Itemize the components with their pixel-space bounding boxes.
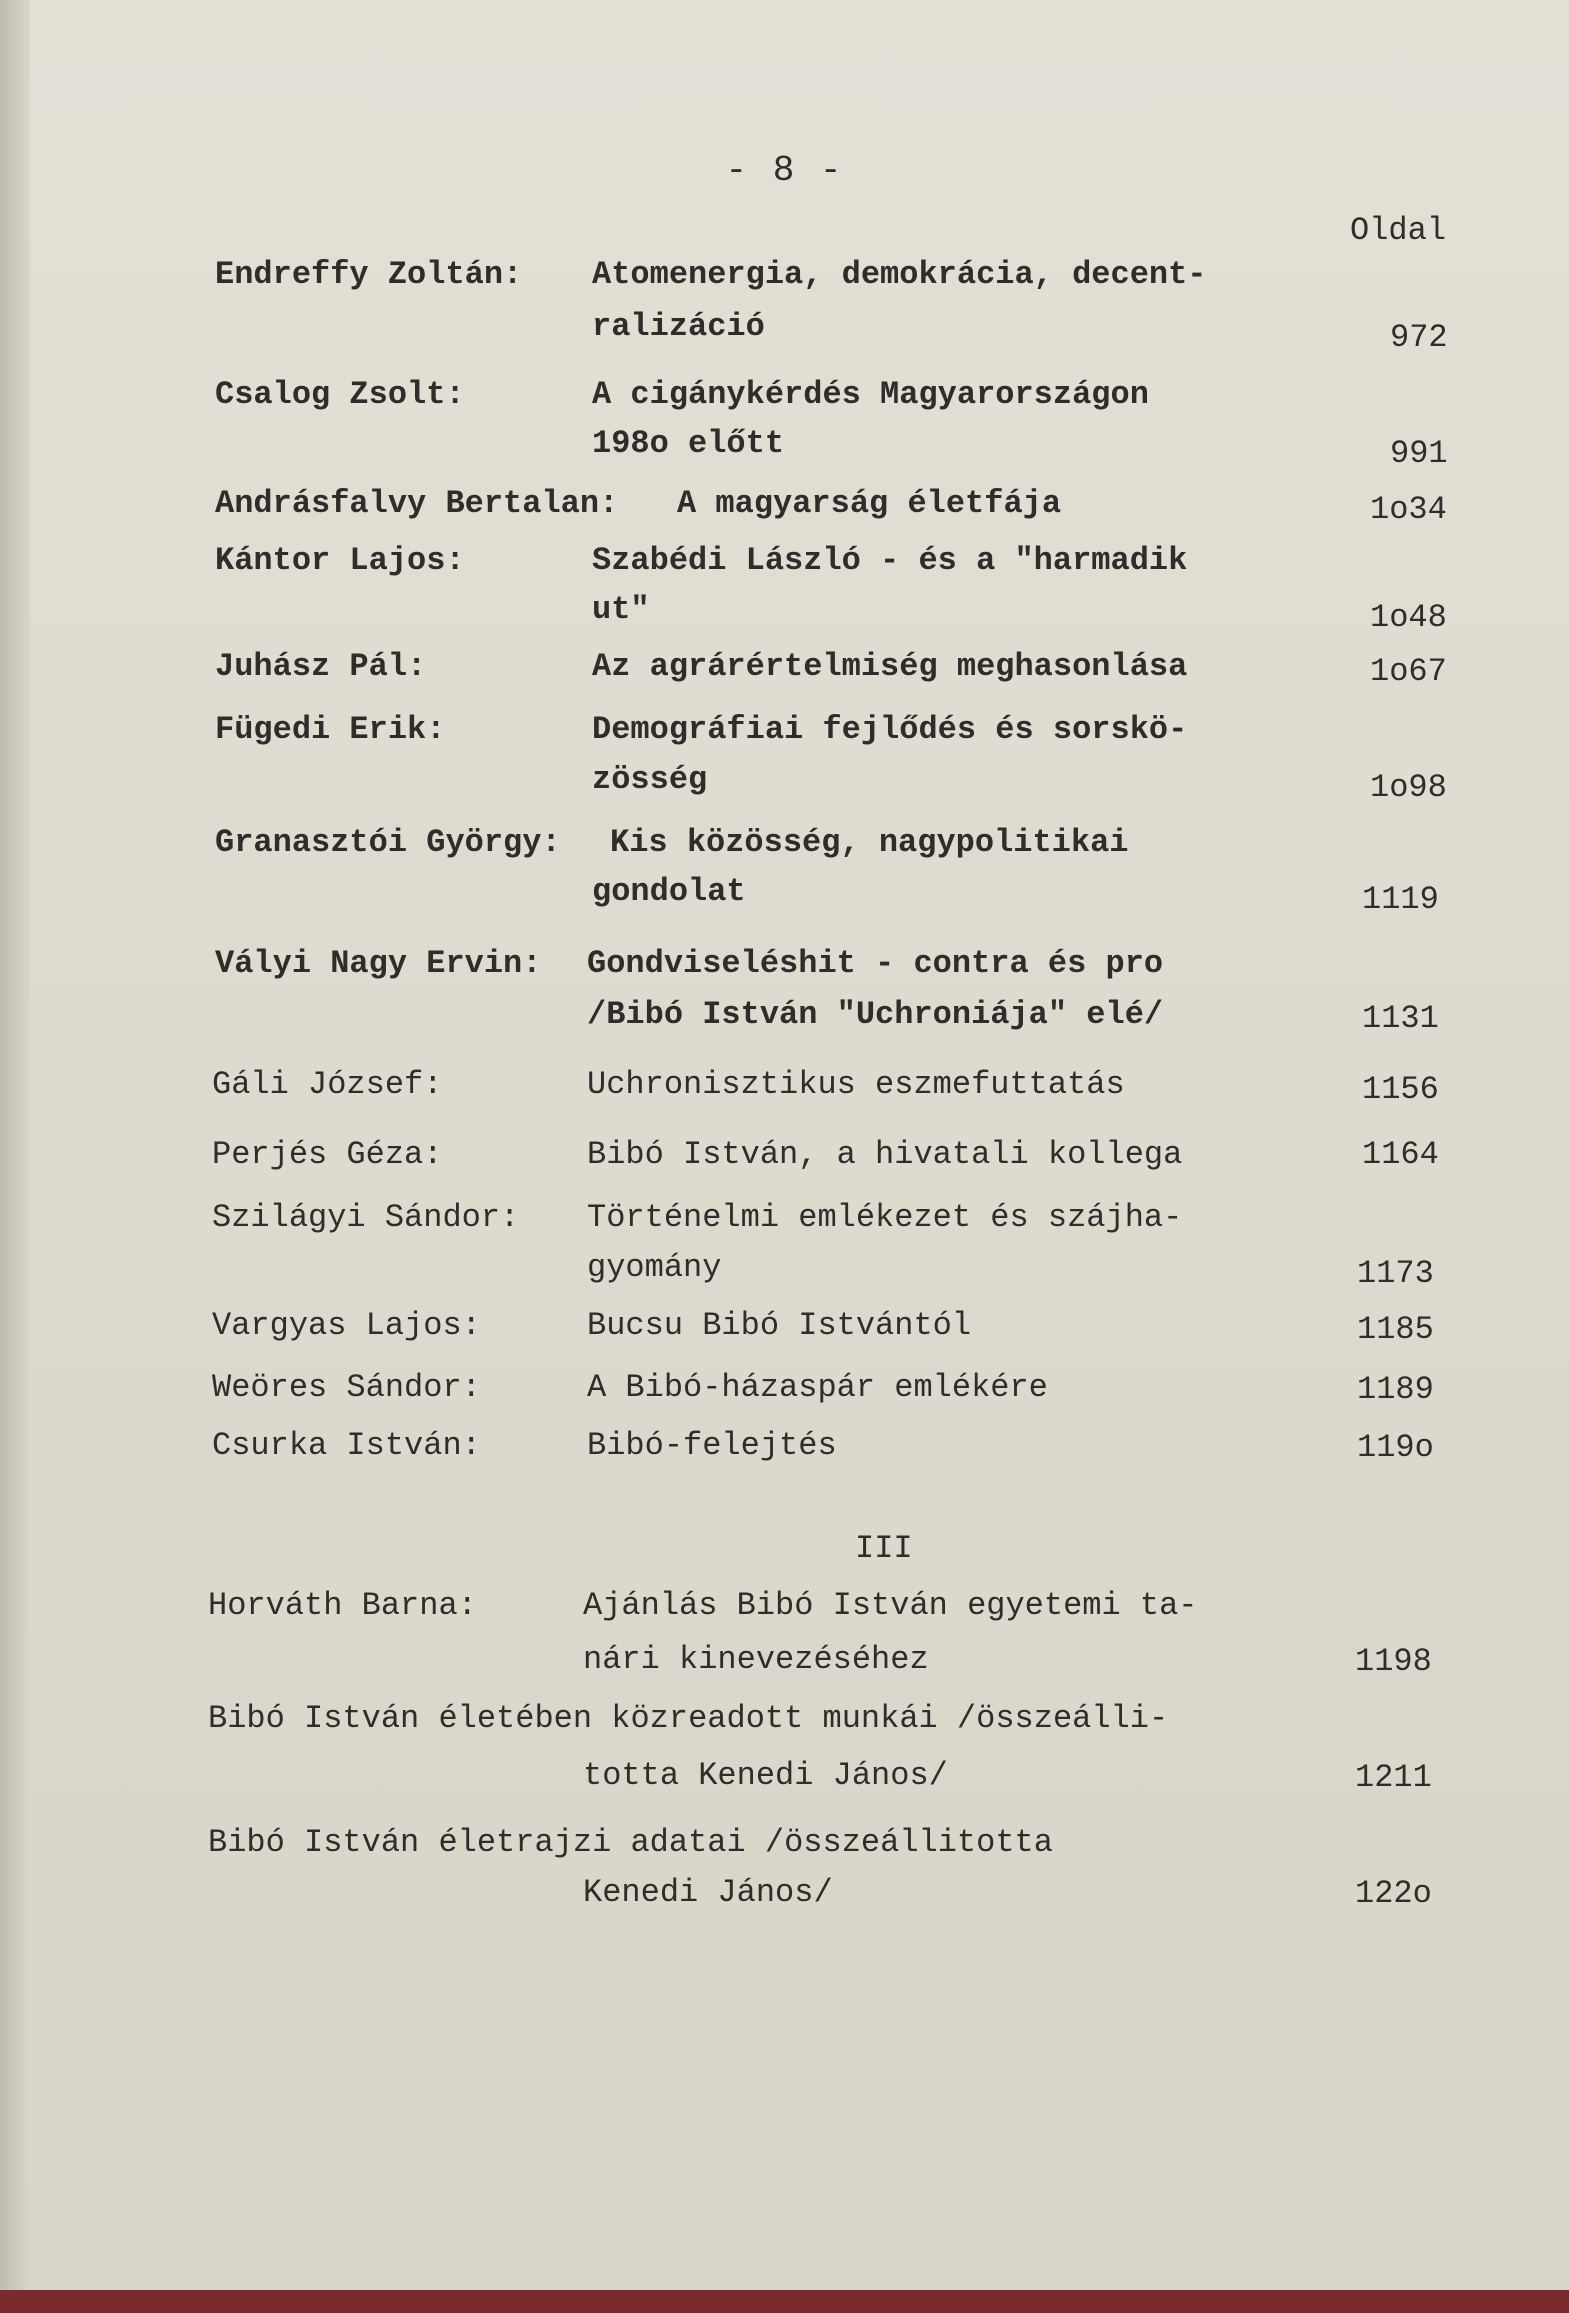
entry-title-line: Ajánlás Bibó István egyetemi ta- bbox=[583, 1587, 1198, 1624]
entry-title-line: Demográfiai fejlődés és sorskö- bbox=[592, 711, 1188, 748]
entry-page: 991 bbox=[1390, 435, 1448, 472]
entry-title-line: Bucsu Bibó Istvántól bbox=[587, 1307, 972, 1344]
entry-page: 1156 bbox=[1362, 1071, 1439, 1108]
entry-title-line: Uchronisztikus eszmefuttatás bbox=[587, 1066, 1125, 1103]
entry-author: Granasztói György: bbox=[215, 824, 561, 861]
entry-title-line: Az agrárértelmiség meghasonlása bbox=[592, 648, 1188, 685]
entry-title-line: Gondviseléshit - contra és pro bbox=[587, 945, 1164, 982]
entry-title-line: A Bibó-házaspár emlékére bbox=[587, 1369, 1048, 1406]
entry-line: totta Kenedi János/ bbox=[583, 1757, 948, 1794]
entry-line: Kenedi János/ bbox=[583, 1874, 833, 1911]
page-number: - 8 - bbox=[725, 150, 844, 191]
entry-page: 1o67 bbox=[1370, 653, 1447, 690]
entry-page: 1185 bbox=[1357, 1311, 1434, 1348]
section-heading: III bbox=[855, 1530, 913, 1567]
column-header-oldal: Oldal bbox=[1350, 212, 1447, 249]
entry-title-line: nári kinevezéséhez bbox=[583, 1641, 929, 1678]
entry-author: Kántor Lajos: bbox=[215, 542, 465, 579]
entry-line: Bibó István életrajzi adatai /összeállitotta bbox=[208, 1824, 1053, 1861]
entry-title-line: Szabédi László - és a "harmadik bbox=[592, 542, 1188, 579]
entry-author: Perjés Géza: bbox=[212, 1136, 443, 1173]
entry-page: 1189 bbox=[1357, 1371, 1434, 1408]
entry-page: 1o98 bbox=[1370, 769, 1447, 806]
entry-title-line: gyomány bbox=[587, 1249, 722, 1286]
entry-title-line: Bibó-felejtés bbox=[587, 1427, 837, 1464]
entry-author: Szilágyi Sándor: bbox=[212, 1199, 520, 1236]
entry-author: Vargyas Lajos: bbox=[212, 1307, 481, 1344]
entry-page: 1173 bbox=[1357, 1255, 1434, 1292]
entry-title-line: ralizáció bbox=[592, 308, 765, 345]
entry-page: 1198 bbox=[1355, 1643, 1432, 1680]
entry-author: Andrásfalvy Bertalan: bbox=[215, 485, 619, 522]
entry-title-line: Kis közösség, nagypolitikai bbox=[610, 824, 1129, 861]
entry-page: 1o34 bbox=[1370, 491, 1447, 528]
entry-title-line: A cigánykérdés Magyarországon bbox=[592, 376, 1149, 413]
entry-title-line: ut" bbox=[592, 591, 650, 628]
paper-edge-shadow bbox=[0, 0, 30, 2290]
entry-author: Endreffy Zoltán: bbox=[215, 256, 523, 293]
entry-author: Gáli József: bbox=[212, 1066, 443, 1103]
entry-title-line: gondolat bbox=[592, 873, 746, 910]
entry-author: Csurka István: bbox=[212, 1427, 481, 1464]
entry-page: 1o48 bbox=[1370, 599, 1447, 636]
entry-page: 122o bbox=[1355, 1875, 1432, 1912]
entry-title-line: Történelmi emlékezet és szájha- bbox=[587, 1199, 1183, 1236]
entry-title-line: zösség bbox=[592, 761, 708, 798]
entry-author: Juhász Pál: bbox=[215, 648, 427, 685]
entry-line: Bibó István életében közreadott munkái /összeálli- bbox=[208, 1700, 1169, 1737]
background-strip bbox=[0, 2290, 1569, 2313]
entry-page: 119o bbox=[1357, 1429, 1434, 1466]
entry-author: Vályi Nagy Ervin: bbox=[215, 945, 542, 982]
entry-title-line: /Bibó István "Uchroniája" elé/ bbox=[587, 996, 1164, 1033]
entry-page: 1119 bbox=[1362, 881, 1439, 918]
entry-author: Weöres Sándor: bbox=[212, 1369, 481, 1406]
entry-page: 972 bbox=[1390, 319, 1448, 356]
entry-author: Horváth Barna: bbox=[208, 1587, 477, 1624]
entry-author: Fügedi Erik: bbox=[215, 711, 446, 748]
entry-title-line: Bibó István, a hivatali kollega bbox=[587, 1136, 1183, 1173]
entry-title-line: A magyarság életfája bbox=[677, 485, 1062, 522]
entry-title-line: Atomenergia, demokrácia, decent- bbox=[592, 256, 1207, 293]
entry-page: 1211 bbox=[1355, 1759, 1432, 1796]
entry-page: 1131 bbox=[1362, 1000, 1439, 1037]
entry-title-line: 198o előtt bbox=[592, 425, 785, 462]
entry-page: 1164 bbox=[1362, 1136, 1439, 1173]
entry-author: Csalog Zsolt: bbox=[215, 376, 465, 413]
